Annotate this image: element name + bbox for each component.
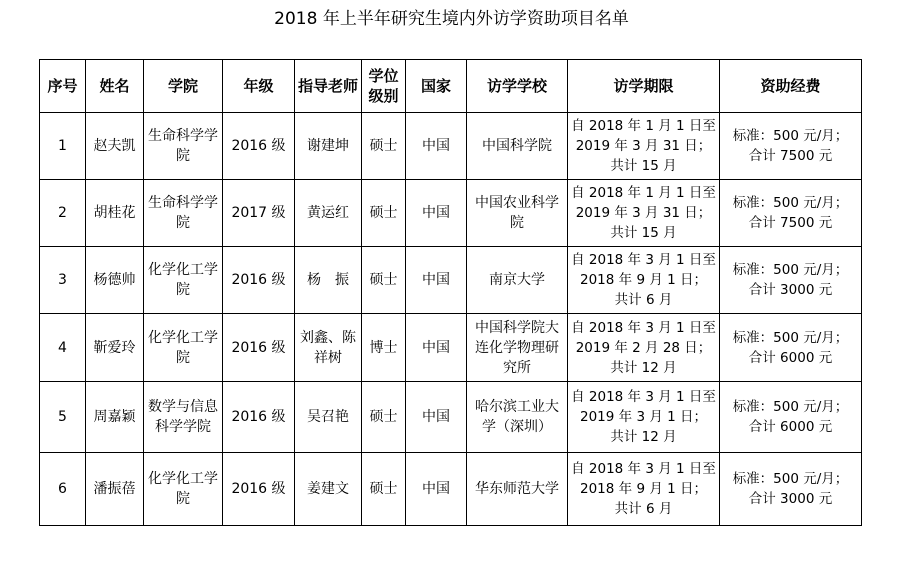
cell-funding (720, 113, 862, 180)
header-grade: 年级 (223, 60, 295, 113)
cell-country: 中国 (406, 113, 467, 180)
table-row (40, 113, 862, 180)
cell-seq: 6 (40, 453, 86, 526)
cell-funding (720, 247, 862, 314)
header-degree: 学位级别 (362, 60, 406, 113)
cell-country: 中国 (406, 180, 467, 247)
period-text: 自 2018 年 1 月 1 日至 2019 年 3 月 31 日； 共计 15 月 (571, 118, 716, 174)
header-period: 访学期限 (568, 60, 720, 113)
cell-period (568, 453, 720, 526)
cell-degree: 硕士 (362, 382, 406, 453)
period-text: 自 2018 年 1 月 1 日至 2019 年 3 月 31 日； 共计 15 月 (571, 185, 716, 241)
cell-name: 靳爱玲 (86, 314, 144, 382)
cell-country: 中国 (406, 453, 467, 526)
funding-text: 标准：500 元/月； 合计 6000 元 (732, 329, 849, 366)
cell-seq: 3 (40, 247, 86, 314)
table-row (40, 180, 862, 247)
header-funding: 资助经费 (720, 60, 862, 113)
header-seq: 序号 (40, 60, 86, 113)
period-text: 自 2018 年 3 月 1 日至 2019 年 3 月 1 日； 共计 12 月 (571, 389, 716, 445)
roster-table (39, 59, 862, 526)
header-row (40, 60, 862, 113)
cell-period (568, 180, 720, 247)
cell-period (568, 314, 720, 382)
cell-advisor: 姜建文 (295, 453, 362, 526)
period-text: 自 2018 年 3 月 1 日至 2018 年 9 月 1 日； 共计 6 月 (571, 461, 716, 517)
header-name: 姓名 (86, 60, 144, 113)
cell-funding (720, 314, 862, 382)
header-advisor: 指导老师 (295, 60, 362, 113)
cell-seq: 1 (40, 113, 86, 180)
table-row (40, 247, 862, 314)
table-row (40, 453, 862, 526)
cell-grade: 2016 级 (223, 382, 295, 453)
cell-school: 中国科学院大连化学物理研究所 (467, 314, 568, 382)
cell-seq: 2 (40, 180, 86, 247)
cell-college: 数学与信息科学学院 (144, 382, 223, 453)
cell-funding (720, 453, 862, 526)
table-row (40, 382, 862, 453)
cell-degree: 硕士 (362, 247, 406, 314)
cell-college: 生命科学学院 (144, 113, 223, 180)
cell-college: 生命科学学院 (144, 180, 223, 247)
cell-funding (720, 180, 862, 247)
header-school: 访学学校 (467, 60, 568, 113)
cell-degree: 博士 (362, 314, 406, 382)
cell-school: 中国科学院 (467, 113, 568, 180)
cell-period (568, 113, 720, 180)
cell-school: 中国农业科学院 (467, 180, 568, 247)
cell-degree: 硕士 (362, 113, 406, 180)
cell-degree: 硕士 (362, 453, 406, 526)
cell-school: 南京大学 (467, 247, 568, 314)
period-text: 自 2018 年 3 月 1 日至 2019 年 2 月 28 日； 共计 12 月 (571, 319, 716, 376)
cell-funding (720, 382, 862, 453)
cell-school: 华东师范大学 (467, 453, 568, 526)
cell-advisor: 谢建坤 (295, 113, 362, 180)
funding-text: 标准：500 元/月； 合计 7500 元 (732, 128, 849, 164)
cell-degree: 硕士 (362, 180, 406, 247)
cell-advisor: 杨 振 (295, 247, 362, 314)
cell-advisor: 黄运红 (295, 180, 362, 247)
cell-name: 胡桂花 (86, 180, 144, 247)
cell-period (568, 247, 720, 314)
funding-text: 标准：500 元/月； 合计 3000 元 (732, 262, 849, 298)
cell-college: 化学化工学院 (144, 314, 223, 382)
cell-name: 赵夫凯 (86, 113, 144, 180)
cell-name: 杨德帅 (86, 247, 144, 314)
table-row (40, 314, 862, 382)
funding-text: 标准：500 元/月； 合计 7500 元 (732, 195, 849, 231)
cell-country: 中国 (406, 314, 467, 382)
cell-school: 哈尔滨工业大学（深圳） (467, 382, 568, 453)
cell-grade: 2016 级 (223, 113, 295, 180)
cell-name: 潘振蓓 (86, 453, 144, 526)
cell-country: 中国 (406, 382, 467, 453)
cell-grade: 2016 级 (223, 247, 295, 314)
header-country: 国家 (406, 60, 467, 113)
header-college: 学院 (144, 60, 223, 113)
funding-text: 标准：500 元/月； 合计 3000 元 (732, 471, 849, 507)
cell-advisor: 刘鑫、陈祥树 (295, 314, 362, 382)
cell-advisor: 吴召艳 (295, 382, 362, 453)
cell-seq: 4 (40, 314, 86, 382)
cell-grade: 2016 级 (223, 453, 295, 526)
cell-college: 化学化工学院 (144, 247, 223, 314)
cell-country: 中国 (406, 247, 467, 314)
cell-college: 化学化工学院 (144, 453, 223, 526)
page-title: 2018 年上半年研究生境内外访学资助项目名单 (274, 9, 629, 29)
period-text: 自 2018 年 3 月 1 日至 2018 年 9 月 1 日； 共计 6 月 (571, 252, 716, 308)
funding-text: 标准：500 元/月； 合计 6000 元 (732, 399, 849, 435)
cell-grade: 2016 级 (223, 314, 295, 382)
cell-period (568, 382, 720, 453)
cell-seq: 5 (40, 382, 86, 453)
cell-grade: 2017 级 (223, 180, 295, 247)
cell-name: 周嘉颖 (86, 382, 144, 453)
